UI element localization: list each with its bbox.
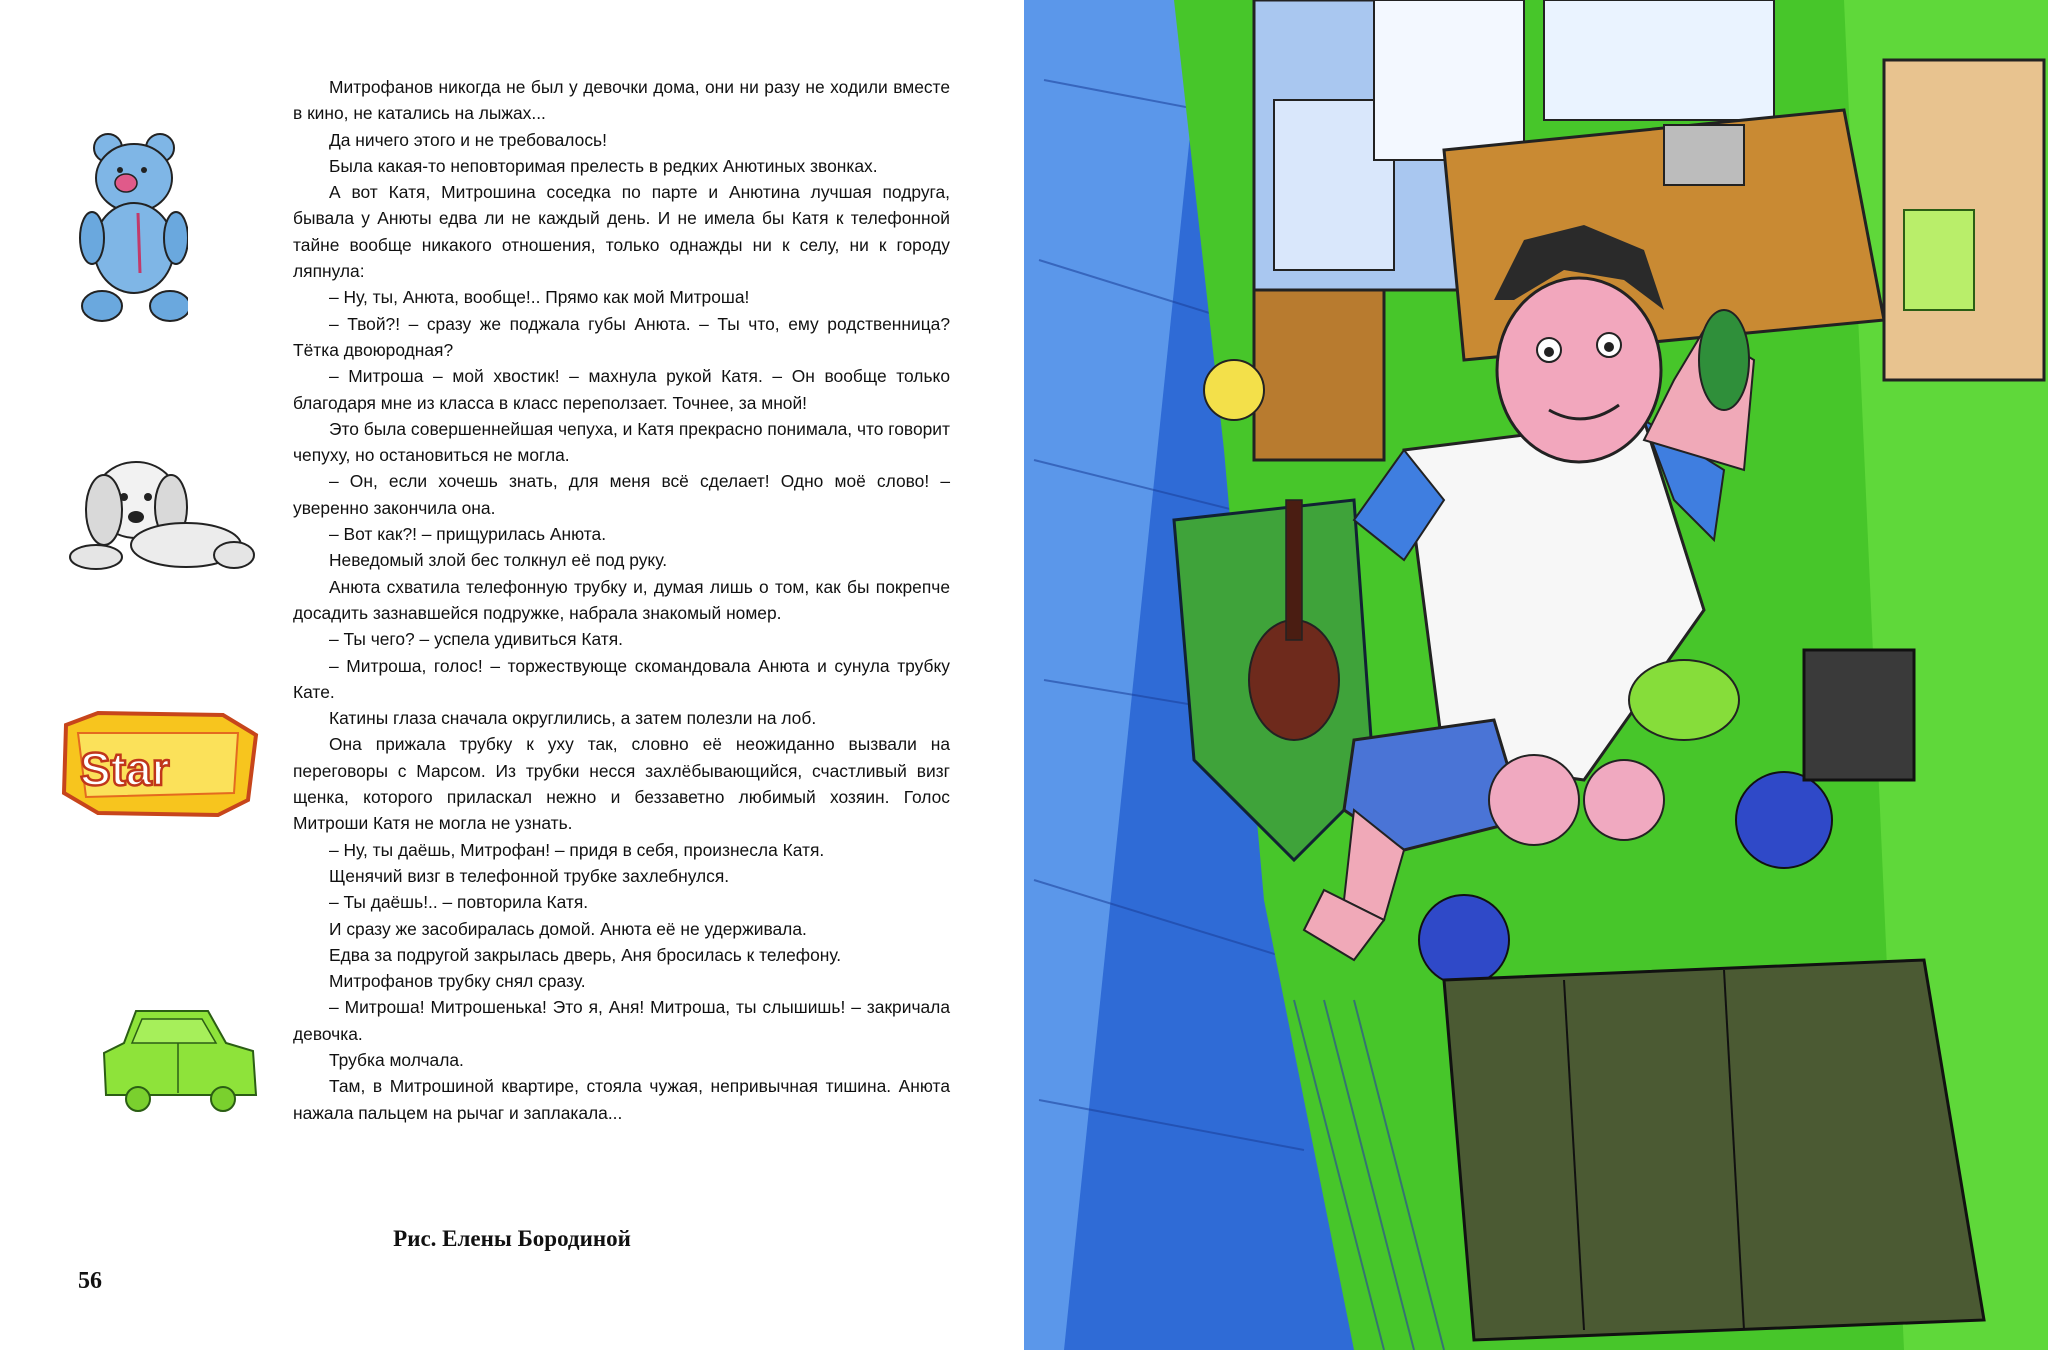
story-paragraph: Митрофанов трубку снял сразу. — [329, 971, 586, 992]
story-paragraph: – Ну, ты даёшь, Митрофан! – придя в себя, произнесла Катя. — [329, 839, 825, 860]
story-paragraph: Катины глаза сначала округлились, а затем полезли на лоб. — [329, 708, 817, 729]
story-text — [293, 74, 950, 1126]
story-paragraph: – Митроша! Митрошенька! Это я, Аня! Митроша, ты слышишь! – закричала девочка. — [293, 997, 950, 1044]
story-paragraph: – Ну, ты, Анюта, вообще!.. Прямо как мой Митроша! — [329, 287, 750, 308]
story-paragraph: – Митроша, голос! – торжествующе скомандовала Анюта и сунула трубку Кате. — [293, 655, 950, 702]
story-paragraph: Была какая-то неповторимая прелесть в редких Анютиных звонках. — [329, 155, 878, 176]
story-paragraph: – Митроша – мой хвостик! – махнула рукой Катя. – Он вообще только благодаря мне из класса в класс переползает. Точнее, за мной! — [293, 366, 950, 413]
story-paragraph: Трубка молчала. — [329, 1049, 464, 1070]
story-paragraph: Да ничего этого и не требовалось! — [329, 129, 607, 150]
story-paragraph: Едва за подругой закрылась дверь, Аня бросилась к телефону. — [329, 944, 842, 965]
candy-wrapper-text: Star — [80, 743, 170, 795]
story-paragraph: Это была совершеннейшая чепуха, и Катя прекрасно понимала, что говорит чепуху, но остановиться не могла. — [293, 418, 950, 466]
page-number: 56 — [78, 1268, 102, 1294]
story-paragraph: Она прижала трубку к уху так, словно её неожиданно вызвали на переговоры с Марсом. Из трубки несся захлёбывающийся, счастливый визг щенка, которого приласкал нежно и беззаветно любимый хозяин. Голос Митроши Катя не могла не узнать. — [293, 734, 950, 834]
story-paragraph: И сразу же засобиралась домой. Анюта её не удерживала. — [329, 918, 807, 939]
teddy-bear-illustration — [78, 128, 188, 328]
toy-car-illustration — [98, 1003, 260, 1121]
story-paragraph: – Вот как?! – прищурилась Анюта. — [329, 524, 607, 545]
story-paragraph: Неведомый злой бес толкнул её под руку. — [329, 550, 668, 571]
boy-on-phone-illustration — [1024, 0, 2048, 1350]
story-paragraph: – Ты даёшь!.. – повторила Катя. — [329, 892, 589, 913]
story-paragraph: Щенячий визг в телефонной трубке захлебнулся. — [329, 865, 730, 886]
story-paragraph: – Он, если хочешь знать, для меня всё сделает! Одно моё слово! – уверенно закончила она. — [293, 471, 950, 518]
story-paragraph: А вот Катя, Митрошина соседка по парте и Анютина лучшая подруга, бывала у Анюты едва ли не каждый день. И не имела бы Катя к телефонной тайне вообще никакого отношения, только однажды ни к селу, ни к городу ляпнула: — [293, 182, 950, 282]
illustration-credit: Рис. Елены Бородиной — [393, 1226, 631, 1251]
story-paragraph: – Ты чего? – успела удивиться Катя. — [329, 629, 623, 650]
story-paragraph: – Твой?! – сразу же поджала губы Анюта. – Ты что, ему родственница? Тётка двоюродная? — [293, 313, 950, 360]
candy-wrapper-illustration — [58, 705, 263, 820]
story-paragraph: Там, в Митрошиной квартире, стояла чужая, непривычная тишина. Анюта нажала пальцем на рычаг и заплакала... — [293, 1076, 950, 1123]
story-paragraph: Анюта схватила телефонную трубку и, думая лишь о том, как бы покрепче досадить зазнавшейся подружке, набрала знакомый номер. — [293, 576, 950, 623]
plush-dog-illustration — [66, 445, 256, 575]
story-paragraph: Митрофанов никогда не был у девочки дома, они ни разу не ходили вместе в кино, не катались на лыжах... — [293, 77, 950, 124]
